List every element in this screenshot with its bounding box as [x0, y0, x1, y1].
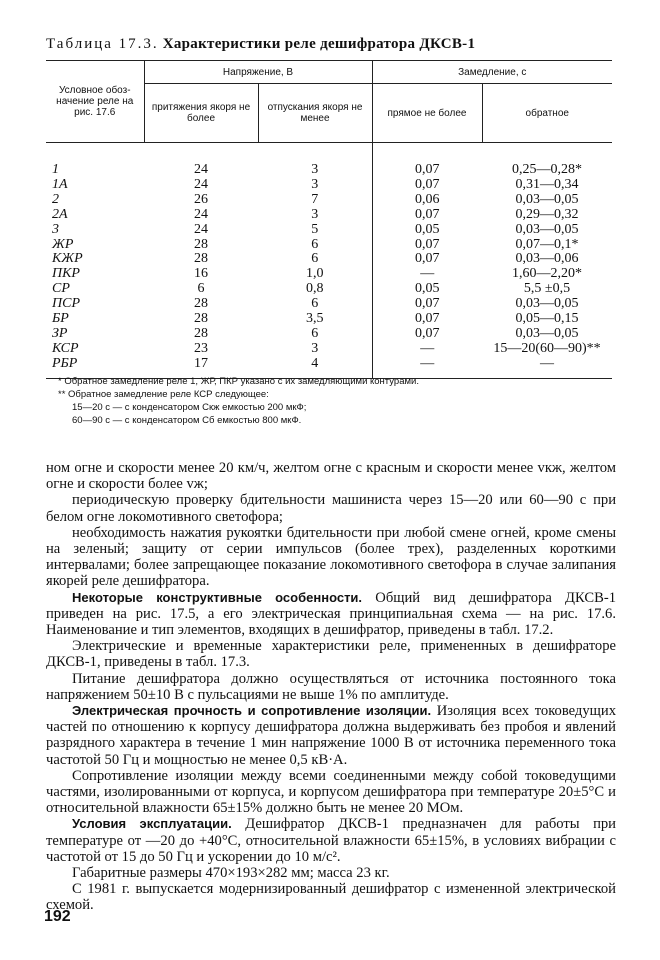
header-pickup: притяжения якоря не более [144, 84, 258, 143]
relay-characteristics-table [46, 60, 612, 379]
cell-direct: 0,06 [372, 193, 482, 208]
cell-relay: КСР [52, 340, 79, 356]
cell-direct: 0,07 [372, 297, 482, 312]
cell-pickup: 26 [194, 191, 208, 207]
cell-direct: 0,07 [372, 178, 482, 193]
cell-pickup: 23 [194, 340, 208, 356]
cell-direct: 0,07 [372, 143, 482, 178]
table-row [46, 178, 612, 193]
cell-pickup: 24 [194, 176, 208, 192]
paragraph: периодическую проверку бдительности машиниста через 15—20 или 60—90 с при белом огне локомотивного светофора; [46, 492, 616, 525]
table-row [46, 297, 612, 312]
page-number: 192 [44, 908, 71, 925]
footnote-2a: 15—20 с — с конденсатором Cкж емкостью 200 мкФ; [72, 402, 307, 413]
cell-dropout: 3 [311, 176, 319, 192]
cell-dropout: 3,5 [306, 311, 324, 327]
paragraph [46, 703, 616, 768]
cell-direct: — [372, 357, 482, 378]
cell-reverse: 15—20(60—90)** [493, 340, 601, 356]
cell-dropout: 6 [311, 296, 319, 312]
cell-dropout: 3 [311, 162, 319, 177]
table-row [46, 342, 612, 357]
table-row [46, 252, 612, 267]
section-heading: Некоторые конструктивные особенности. [72, 589, 363, 605]
cell-relay: ПКР [52, 266, 80, 282]
header-delay-group: Замедление, с [372, 61, 612, 84]
header-direct: прямое не более [372, 84, 482, 143]
cell-dropout: 0,8 [306, 281, 324, 297]
cell-reverse: 0,07—0,1* [515, 236, 579, 252]
cell-reverse: 0,03—0,05 [515, 325, 579, 341]
paragraph: Габаритные размеры 470×193×282 мм; масса 23 кг. [72, 865, 390, 882]
cell-relay: ПСР [52, 296, 80, 312]
cell-reverse: 0,25—0,28* [512, 162, 582, 177]
body-text [46, 460, 616, 914]
footnote-1: * Обратное замедление реле 1, ЖР, ПКР указано с их замедляющими контурами. [58, 376, 419, 387]
cell-direct: — [372, 342, 482, 357]
cell-pickup: 28 [194, 236, 208, 252]
cell-relay: КЖР [52, 251, 83, 267]
cell-relay: 2 [52, 191, 59, 207]
cell-pickup: 28 [194, 251, 208, 267]
cell-reverse: 0,29—0,32 [515, 206, 579, 222]
section-heading: Электрическая прочность и сопротивление изоляции. [72, 703, 432, 719]
cell-pickup: 17 [194, 355, 208, 371]
table-body [46, 143, 612, 379]
cell-dropout: 6 [311, 325, 319, 341]
cell-direct: 0,07 [372, 208, 482, 223]
header-relay-designation: Условное обоз- начение реле на рис. 17.6 [46, 61, 144, 143]
cell-pickup: 16 [194, 266, 208, 282]
cell-relay: 2A [52, 206, 68, 222]
table-row [46, 143, 612, 178]
cell-direct: 0,07 [372, 252, 482, 267]
section-heading: Условия эксплуатации. [72, 816, 232, 832]
cell-pickup: 24 [194, 221, 208, 237]
table-footnotes [58, 375, 419, 427]
cell-reverse: 0,31—0,34 [515, 176, 579, 192]
paragraph: Сопротивление изоляции между всеми соединенными между собой токоведущими частями, изолированными от корпуса, и корпусом дешифратора при температуре 20±5°С и относительной влажности 65±15% должно быть не менее 20 МОм. [46, 767, 616, 817]
header-voltage-group: Напряжение, В [144, 61, 372, 84]
cell-pickup: 24 [194, 206, 208, 222]
paragraph [46, 590, 616, 639]
cell-relay: 3 [52, 221, 59, 237]
table-row [46, 312, 612, 327]
cell-dropout: 5 [311, 221, 319, 237]
cell-relay: ЖР [52, 236, 74, 252]
cell-dropout: 6 [311, 236, 319, 252]
paragraph: Электрические и временные характеристики реле, примененных в дешифраторе ДКСВ-1, приведены в табл. 17.3. [46, 638, 616, 671]
cell-direct: 0,05 [372, 223, 482, 238]
table-row [46, 267, 612, 282]
cell-pickup: 28 [194, 325, 208, 341]
paragraph: Питание дешифратора должно осуществляться от источника постоянного тока напряжением 50±10 В с пульсациями не выше 1% по амплитуде. [46, 670, 616, 703]
paragraph-text: Общий вид дешифратора ДКСВ-1 приведен на рис. 17.5, а его электрическая принципиальная схема — на рис. 17.6. Наименование и тип элементов, входящих в дешифратор, приведены в табл. 17.2. [46, 589, 616, 639]
table-caption-label: Таблица 17.3. [46, 36, 159, 52]
table-caption-title: Характеристики реле дешифратора ДКСВ-1 [162, 36, 476, 52]
cell-reverse: 1,60—2,20* [512, 266, 582, 282]
cell-reverse: 0,03—0,05 [515, 191, 579, 207]
table-row [46, 223, 612, 238]
cell-relay: 1 [52, 162, 59, 177]
paragraph [46, 816, 616, 865]
cell-dropout: 3 [311, 206, 319, 222]
header-reverse: обратное [482, 84, 612, 143]
cell-dropout: 6 [311, 251, 319, 267]
paragraph: ном огне и скорости менее 20 км/ч, желтом огне с красным и скорости менее vкж, желтом огне и скорости более vж; [46, 460, 616, 493]
paragraph: С 1981 г. выпускается модернизированный дешифратор с измененной электрической схемой. [46, 881, 616, 914]
cell-pickup: 28 [194, 296, 208, 312]
cell-reverse: 0,03—0,05 [515, 296, 579, 312]
cell-reverse: 5,5 ±0,5 [523, 281, 571, 297]
cell-relay: РБР [52, 355, 78, 371]
table-row [46, 208, 612, 223]
cell-pickup: 28 [194, 311, 208, 327]
cell-relay: СР [52, 281, 70, 297]
cell-reverse: — [540, 355, 554, 371]
cell-relay: ЗР [52, 325, 68, 341]
footnote-2: ** Обратное замедление реле КСР следующее: [58, 389, 269, 400]
paragraph-text: Дешифратор ДКСВ-1 предназначен для работы при температуре от —20 до +40°С, относительной влажности 65±15%, в условиях вибрации с частотой от 15 до 50 Гц и ускорении до 10 м/с². [46, 816, 616, 865]
table-row [46, 193, 612, 208]
cell-pickup: 24 [194, 162, 208, 177]
cell-reverse: 0,05—0,15 [515, 311, 579, 327]
cell-pickup: 6 [197, 281, 205, 297]
footnote-2b: 60—90 с — с конденсатором Cб емкостью 800 мкФ. [72, 415, 302, 426]
cell-relay: БР [52, 311, 69, 327]
table-caption [46, 36, 475, 53]
cell-direct: — [372, 267, 482, 282]
paragraph-text: Изоляция всех токоведущих частей по отношению к корпусу дешифратора должна выдерживать без пробоя и явлений разрядного характера в течение 1 мин напряжение 1000 В от источника переменного тока частотой 50 Гц и мощностью не менее 0,5 кВ·А. [46, 703, 616, 768]
header-dropout: отпускания якоря не менее [258, 84, 372, 143]
cell-dropout: 7 [311, 191, 319, 207]
cell-dropout: 3 [311, 340, 319, 356]
table-row [46, 282, 612, 297]
cell-dropout: 4 [311, 355, 319, 371]
cell-reverse: 0,03—0,05 [515, 221, 579, 237]
cell-direct: 0,05 [372, 282, 482, 297]
cell-dropout: 1,0 [306, 266, 324, 282]
cell-direct: 0,07 [372, 312, 482, 327]
cell-direct: 0,07 [372, 327, 482, 342]
paragraph: необходимость нажатия рукоятки бдительности при любой смене огней, кроме смены на зеленый; защиту от серии импульсов (более трех), разделенных короткими интервалами; более запрещающее показание локомотивного светофора в случае залипания якорей реле дешифратора. [46, 524, 616, 590]
cell-relay: 1A [52, 176, 68, 192]
cell-direct: 0,07 [372, 238, 482, 253]
cell-reverse: 0,03—0,06 [515, 251, 579, 267]
table-row [46, 238, 612, 253]
table-row [46, 327, 612, 342]
